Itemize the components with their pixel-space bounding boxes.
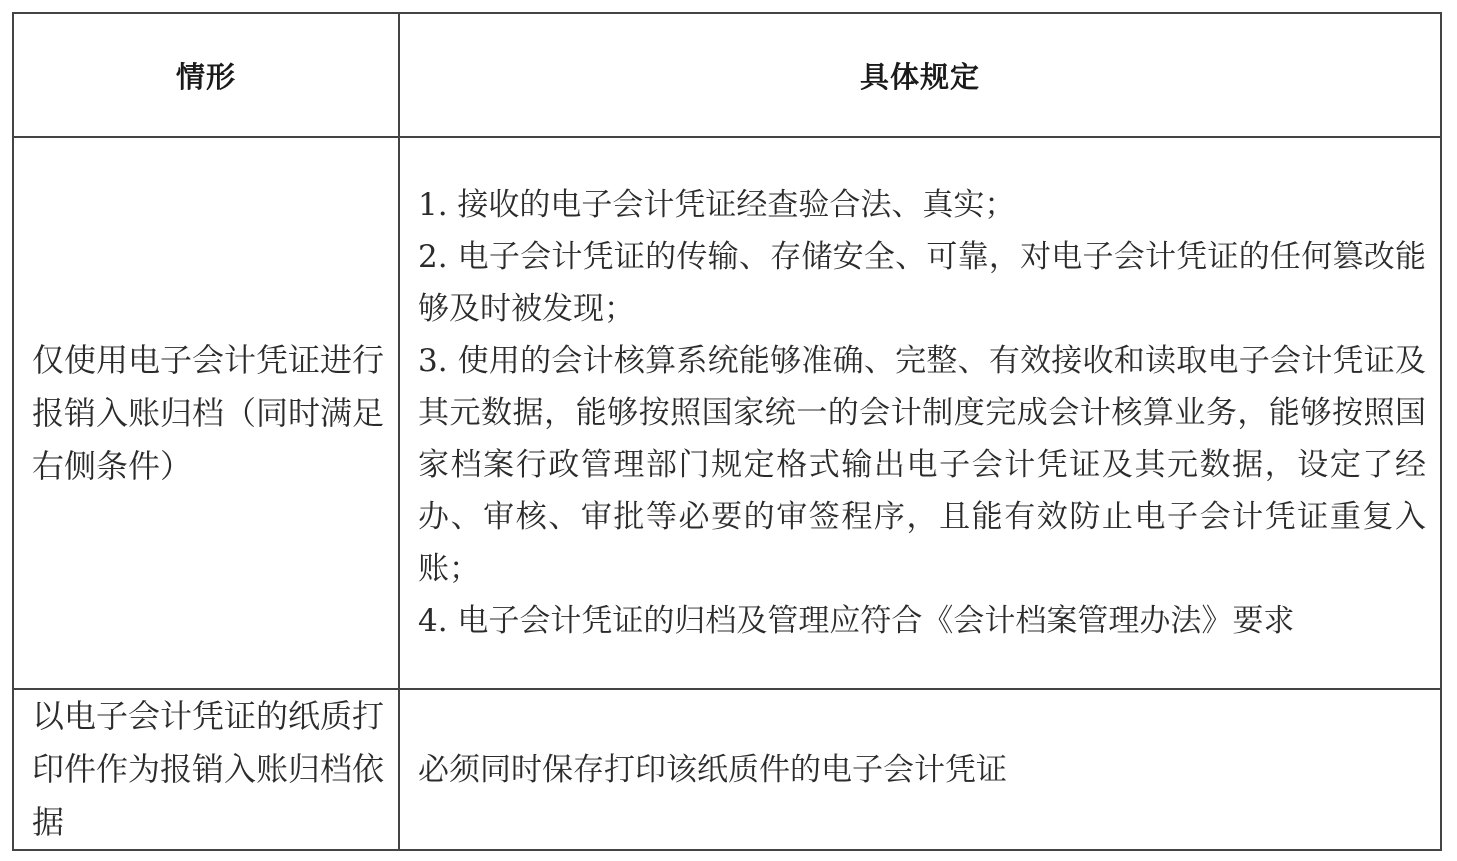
rule-item: 3. 使用的会计核算系统能够准确、完整、有效接收和读取电子会计凭证及其元数据，能够按照国家统一的会计制度完成会计核算业务，能够按照国家档案行政管理部门规定格式输出电子会计凭证及其元数据，设定了经办、审核、审批等必要的审签程序，且能有效防止电子会计凭证重复入账； [418, 343, 1426, 587]
rule-item: 必须同时保存打印该纸质件的电子会计凭证 [418, 751, 1007, 788]
regulation-table [12, 12, 1442, 851]
table-row [13, 137, 1441, 689]
table-header-row [13, 13, 1441, 137]
situation-cell: 仅使用电子会计凭证进行报销入账归档（同时满足右侧条件） [13, 137, 399, 689]
rule-item: 2. 电子会计凭证的传输、存储安全、可靠，对电子会计凭证的任何篡改能够及时被发现； [418, 239, 1426, 327]
rules-cell [399, 689, 1441, 850]
situation-cell: 以电子会计凭证的纸质打印件作为报销入账归档依据 [13, 689, 399, 850]
header-rules: 具体规定 [399, 13, 1441, 137]
rule-item: 1. 接收的电子会计凭证经查验合法、真实； [418, 187, 1016, 223]
rules-cell [399, 137, 1441, 689]
table-row [13, 689, 1441, 850]
rule-item: 4. 电子会计凭证的归档及管理应符合《会计档案管理办法》要求 [418, 603, 1295, 639]
header-situation: 情形 [13, 13, 399, 137]
